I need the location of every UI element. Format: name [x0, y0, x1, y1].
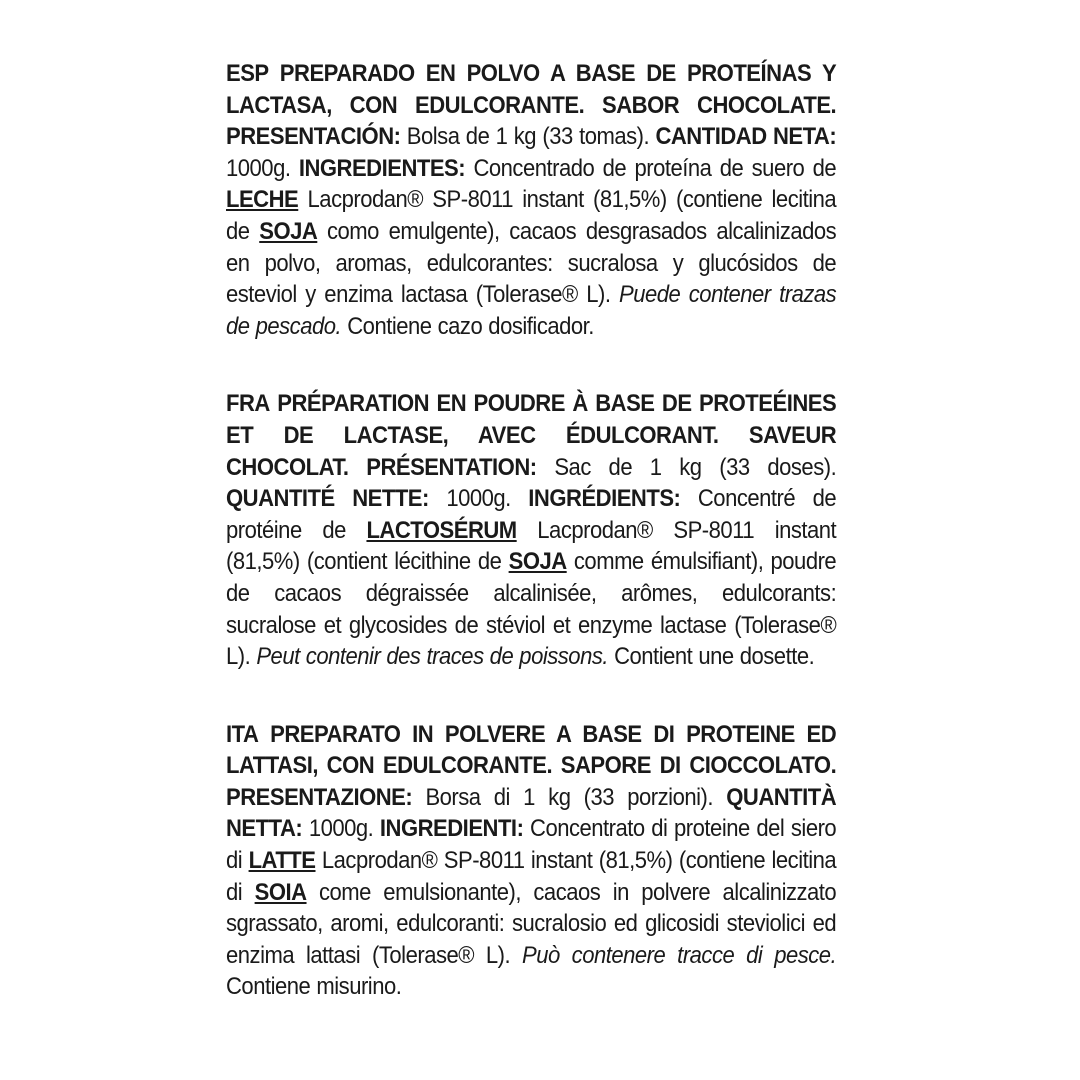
allergen-soy: SOJA	[508, 548, 567, 576]
net-quantity-value: 1000g.	[446, 485, 511, 513]
allergen-milk: LACTOSÉRUM	[366, 516, 517, 544]
ingredients-text: Lacprodan® SP-8011 instant (81,5%) (contient lécithine de	[226, 516, 837, 576]
section-esp	[226, 58, 836, 342]
net-quantity-label: QUANTITÉ NETTE:	[226, 485, 429, 513]
presentation-label: PRESENTACIÓN:	[226, 123, 401, 151]
ingredients-text: Lacprodan® SP-8011 instant (81,5%) (contiene lecitina di	[226, 847, 837, 906]
trace-warning: Peut contenir des traces de poissons.	[256, 643, 609, 671]
ingredients-text: Concentré de protéine de	[226, 485, 837, 544]
presentation-text: Borsa di 1 kg (33 porzioni).	[425, 783, 714, 811]
ingredients-label: INGREDIENTES:	[298, 154, 466, 182]
net-quantity-value: 1000g.	[308, 815, 374, 843]
language-code: FRA	[226, 390, 270, 418]
language-code: ITA	[226, 720, 259, 748]
allergen-soy: SOJA	[259, 217, 318, 245]
allergen-milk: LECHE	[226, 186, 299, 214]
presentation-label: PRESENTAZIONE:	[226, 783, 413, 811]
presentation-text: Bolsa de 1 kg (33 tomas).	[406, 123, 650, 151]
ingredients-label: INGRÉDIENTS:	[528, 485, 681, 513]
presentation-label: PRÉSENTATION:	[366, 453, 537, 481]
closing-text: Contient une dosette.	[614, 643, 815, 671]
trace-warning: Può contenere tracce di pesce.	[522, 941, 837, 969]
section-ita	[226, 719, 836, 1003]
ingredients-text: comme émulsifiant), poudre de cacaos dégraissée alcalinisée, arômes, edulcorants: sucralose et glycosides de stéviol et enzyme lactase (Tolerase® L).	[226, 548, 837, 671]
ingredients-text: come emulsionante), cacaos in polvere alcalinizzato sgrassato, aromi, edulcoranti: sucralosio ed glicosidi steviolici ed enzima lattasi (Tolerase® L).	[226, 878, 837, 969]
section-fra	[226, 388, 836, 672]
net-quantity-label: QUANTITÀ NETTA:	[226, 783, 837, 843]
net-quantity-label: CANTIDAD NETA:	[655, 123, 837, 151]
ingredients-label: INGREDIENTI:	[379, 815, 524, 843]
product-label-text	[226, 58, 836, 1003]
ingredients-text: como emulgente), cacaos desgrasados alcalinizados en polvo, aromas, edulcorantes: sucralosa y glucósidos de esteviol y enzima lactasa (Tolerase® L).	[226, 217, 837, 309]
allergen-milk: LATTE	[248, 847, 316, 875]
presentation-text: Sac de 1 kg (33 doses).	[554, 453, 837, 481]
closing-text: Contiene cazo dosificador.	[347, 312, 594, 340]
product-title: PRÉPARATION EN POUDRE À BASE DE PROTEÉINES ET DE LACTASE, AVEC ÉDULCORANT. SAVEUR CHOCOLAT.	[226, 390, 837, 481]
language-code: ESP	[226, 60, 269, 87]
product-title: PREPARADO EN POLVO A BASE DE PROTEÍNAS Y LACTASA, CON EDULCORANTE. SABOR CHOCOLATE.	[226, 60, 837, 119]
closing-text: Contiene misurino.	[226, 973, 402, 1001]
product-title: PREPARATO IN POLVERE A BASE DI PROTEINE ED LATTASI, CON EDULCORANTE. SAPORE DI CIOCCOLATO.	[226, 720, 837, 780]
ingredients-text: Lacprodan® SP-8011 instant (81,5%) (contiene lecitina de	[226, 186, 837, 245]
ingredients-text: Concentrado de proteína de suero de	[473, 154, 837, 182]
allergen-soy: SOIA	[254, 878, 307, 906]
trace-warning: Puede contener trazas de pescado.	[226, 281, 837, 340]
ingredients-text: Concentrato di proteine del siero di	[226, 815, 837, 875]
net-quantity-value: 1000g.	[226, 154, 291, 182]
